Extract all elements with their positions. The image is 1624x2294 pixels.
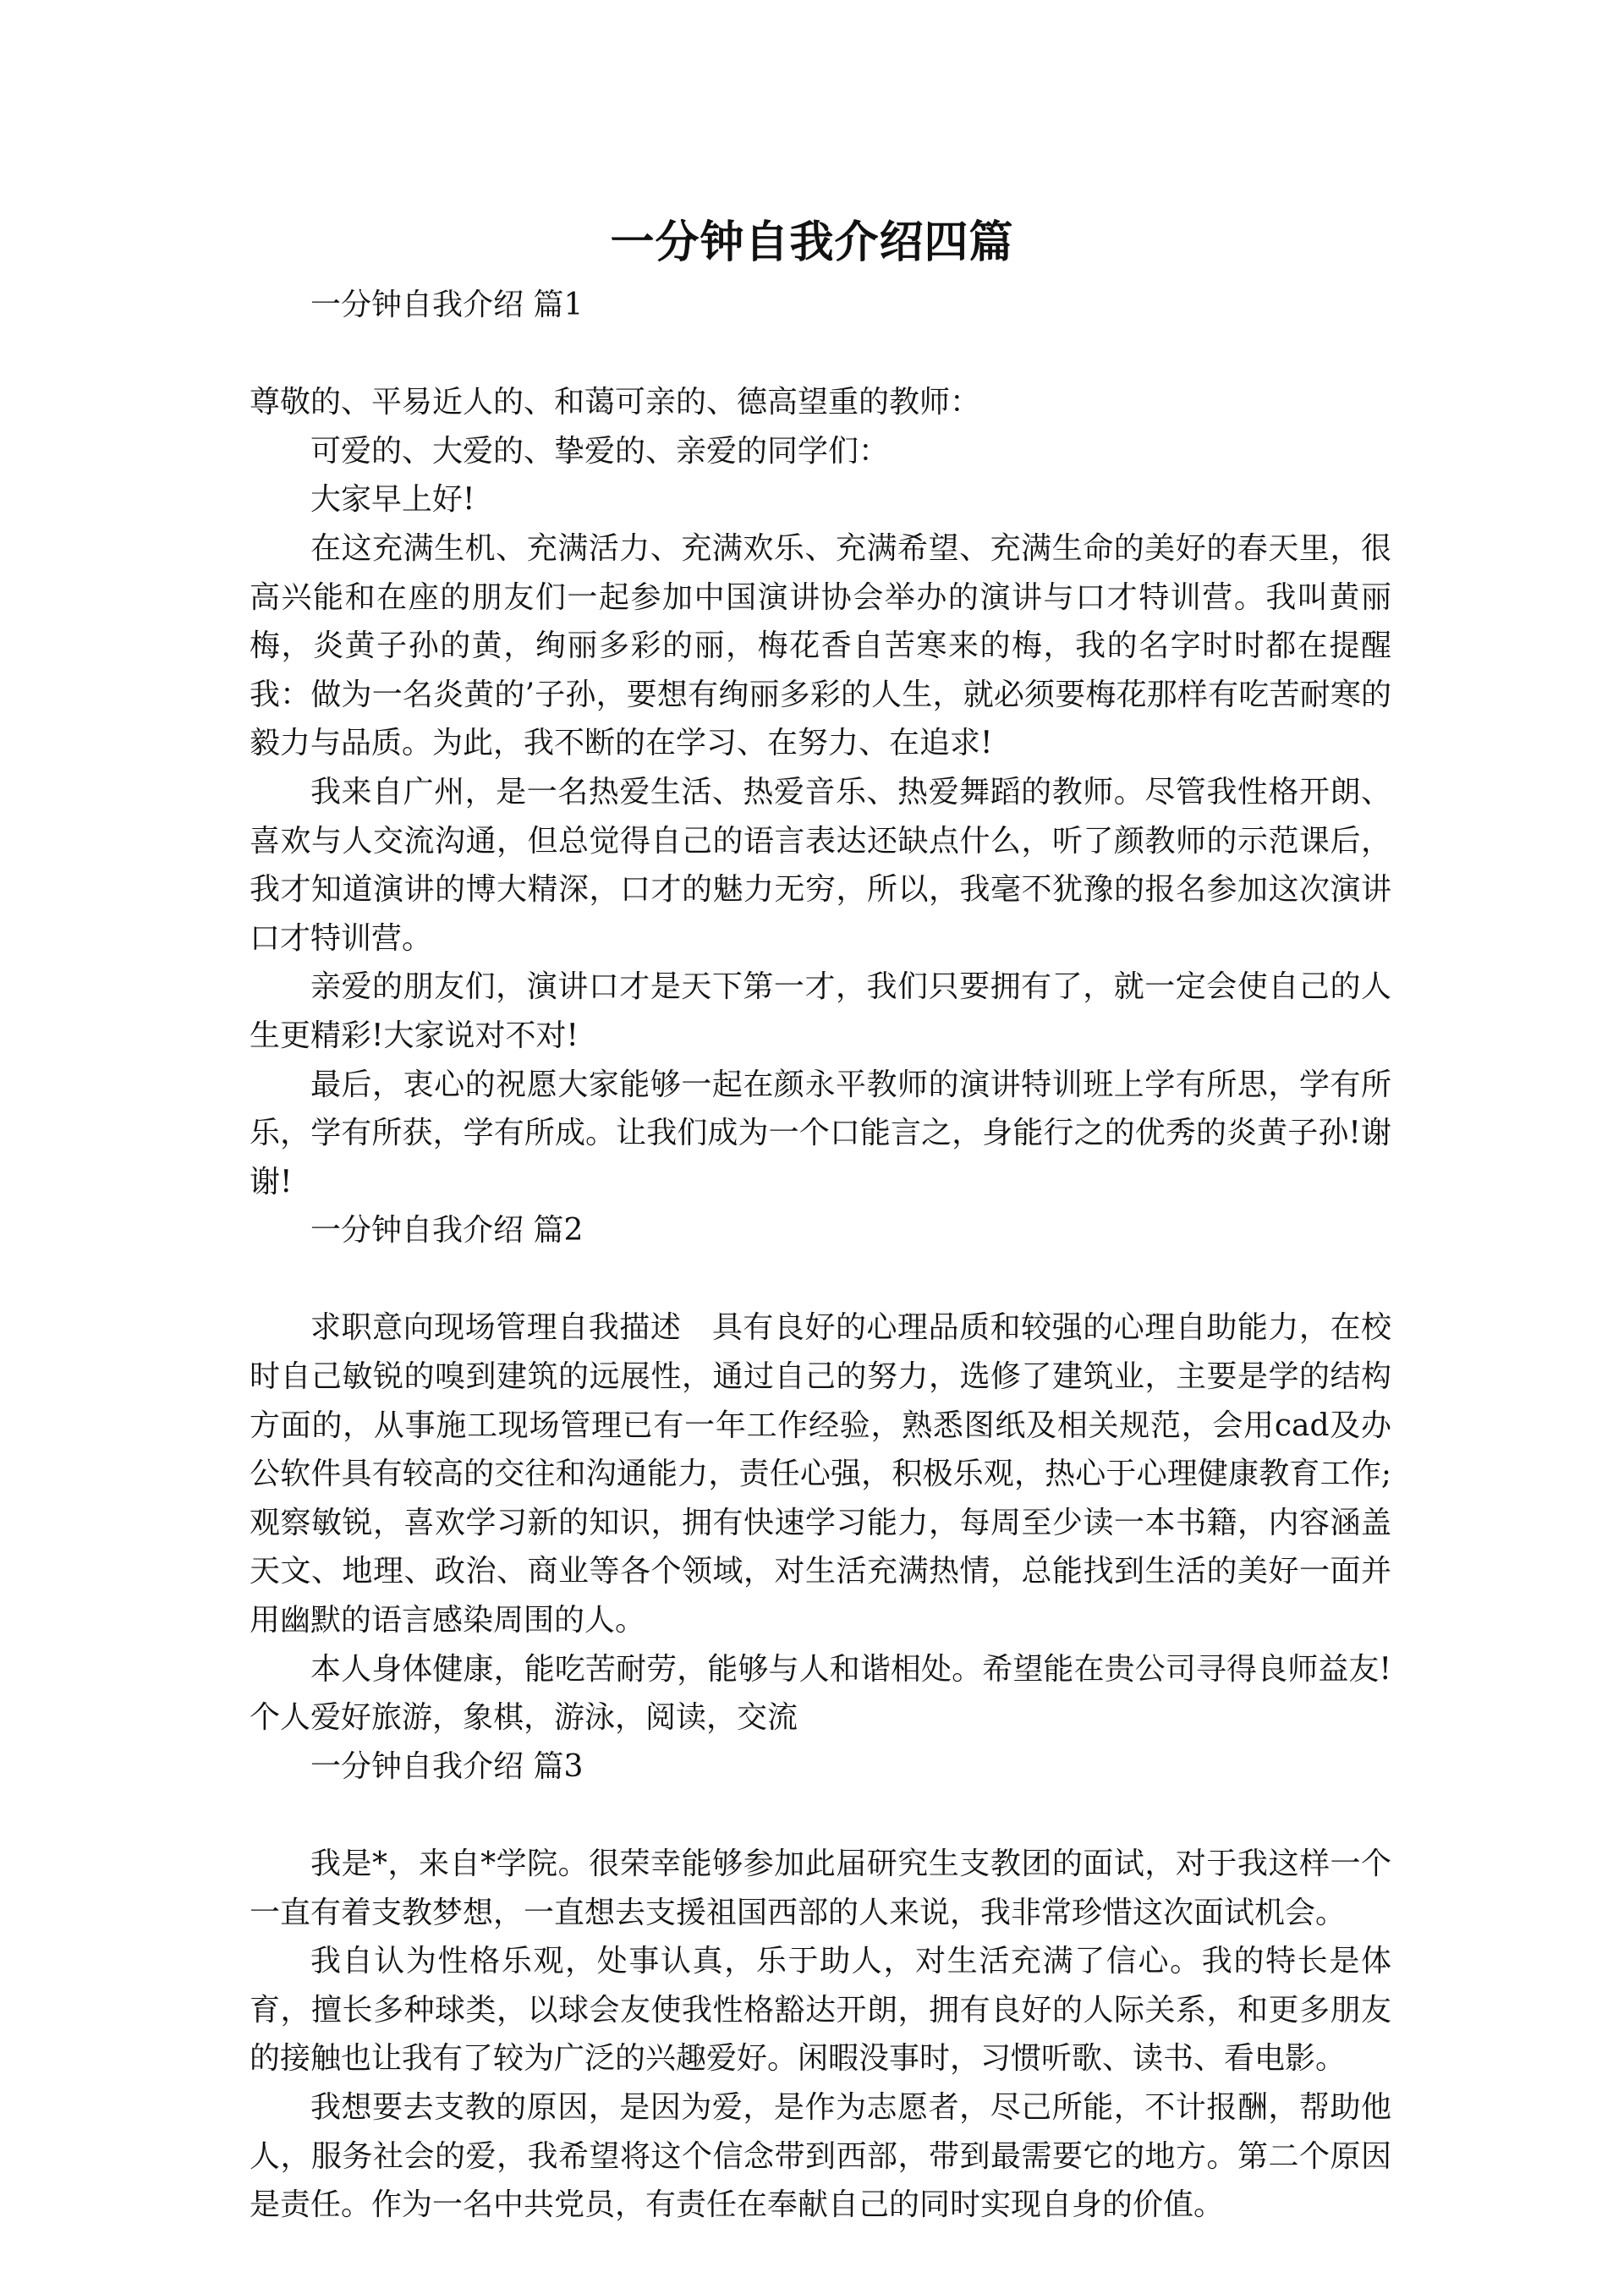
paragraph: 我是*，来自*学院。很荣幸能够参加此届研究生支教团的面试，对于我这样一个一直有着支教梦想，一直想去支援祖国西部的人来说，我非常珍惜这次面试机会。 bbox=[250, 1847, 1391, 1930]
blank-line bbox=[250, 1791, 1391, 1840]
paragraph: 求职意向现场管理自我描述 具有良好的心理品质和较强的心理自助能力，在校时自己敏锐的嗅到建筑的远展性，通过自己的努力，选修了建筑业，主要是学的结构方面的，从事施工现场管理已有一年工作经验，熟悉图纸及相关规范，会用cad及办公软件具有较高的交往和沟通能力，责任心强，积极乐观，热心于心理健康教育工作;观察敏锐，喜欢学习新的知识，拥有快速学习能力，每周至少读一本书籍，内容涵盖天文、地理、政治、商业等各个领域，对生活充满热情，总能找到生活的美好一面并用幽默的语言感染周围的人。 bbox=[250, 1310, 1391, 1638]
section-heading-1: 一分钟自我介绍 篇1 bbox=[310, 288, 584, 322]
paragraph-salutation-students: 可爱的、大爱的、挚爱的、亲爱的同学们： bbox=[310, 433, 890, 469]
paragraph: 我想要去支教的原因，是因为爱，是作为志愿者，尽己所能，不计报酬，帮助他人，服务社会的爱，我希望将这个信念带到西部，带到最需要它的地方。第二个原因是责任。作为一名中共党员，有责任在奉献自己的同时实现自身的价值。 bbox=[250, 2089, 1391, 2223]
paragraph: 在这充满生机、充满活力、充满欢乐、充满希望、充满生命的美好的春天里，很高兴能和在座的朋友们一起参加中国演讲协会举办的演讲与口才特训营。我叫黄丽梅，炎黄子孙的黄，绚丽多彩的丽，梅花香自苦寒来的梅，我的名字时时都在提醒我：做为一名炎黄的’子孙，要想有绚丽多彩的人生，就必须要梅花那样有吃苦耐寒的毅力与品质。为此，我不断的在学习、在努力、在追求! bbox=[250, 530, 1391, 761]
blank-line bbox=[250, 1255, 1391, 1304]
paragraph: 亲爱的朋友们，演讲口才是天下第一才，我们只要拥有了，就一定会使自己的人生更精彩!大家说对不对! bbox=[250, 969, 1391, 1053]
paragraph: 本人身体健康，能吃苦耐劳，能够与人和谐相处。希望能在贵公司寻得良师益友!个人爱好旅游，象棋，游泳，阅读，交流 bbox=[250, 1651, 1391, 1736]
paragraph-salutation-teachers: 尊敬的、平易近人的、和蔼可亲的、德高望重的教师： bbox=[250, 385, 981, 420]
paragraph: 我自认为性格乐观，处事认真，乐于助人，对生活充满了信心。我的特长是体育，擅长多种球类，以球会友使我性格豁达开朗，拥有良好的人际关系，和更多朋友的接触也让我有了较为广泛的兴趣爱好。闲暇没事时，习惯听歌、读书、看电影。 bbox=[250, 1944, 1391, 2077]
paragraph: 我来自广州，是一名热爱生活、热爱音乐、热爱舞蹈的教师。尽管我性格开朗、喜欢与人交流沟通，但总觉得自己的语言表达还缺点什么，听了颜教师的示范课后，我才知道演讲的博大精深，口才的魅力无穷，所以，我毫不犹豫的报名参加这次演讲口才特训营。 bbox=[250, 774, 1391, 956]
paragraph: 最后，衷心的祝愿大家能够一起在颜永平教师的演讲特训班上学有所思，学有所乐，学有所获，学有所成。让我们成为一个口能言之，身能行之的优秀的炎黄子孙!谢谢! bbox=[250, 1067, 1391, 1199]
document-title: 一分钟自我介绍四篇 bbox=[610, 217, 1014, 268]
section-heading-2: 一分钟自我介绍 篇2 bbox=[310, 1213, 584, 1249]
section-heading-3: 一分钟自我介绍 篇3 bbox=[310, 1748, 584, 1784]
document-body bbox=[250, 281, 1391, 2230]
paragraph-greeting: 大家早上好! bbox=[310, 482, 475, 518]
blank-line bbox=[250, 330, 1391, 379]
